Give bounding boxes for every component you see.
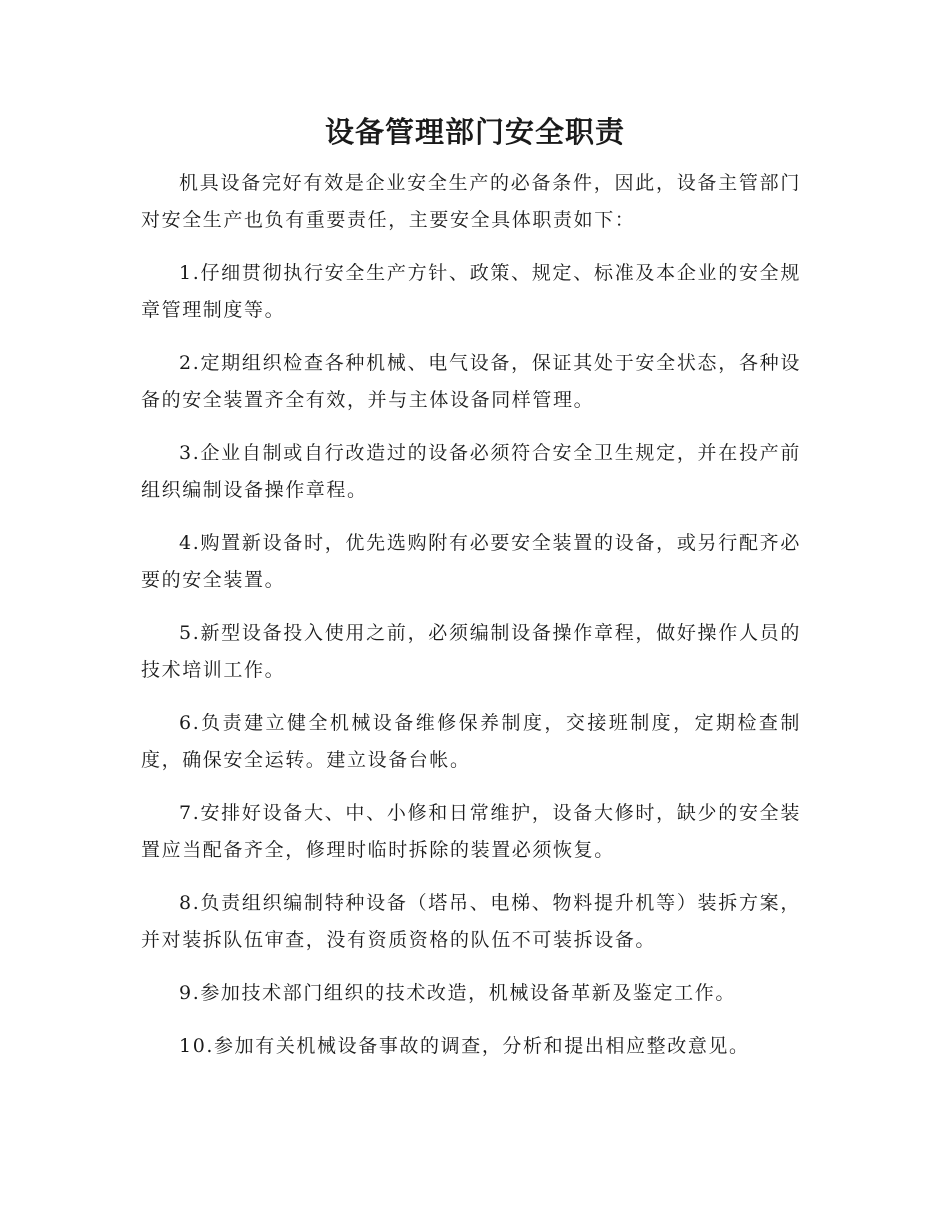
duty-item-7: 7.安排好设备大、中、小修和日常维护，设备大修时，缺少的安全装置应当配备齐全，修理时临时拆除的装置必须恢复。 <box>141 802 801 861</box>
page-title: 设备管理部门安全职责 <box>324 115 625 149</box>
intro-paragraph: 机具设备完好有效是企业安全生产的必备条件，因此，设备主管部门对安全生产也负有重要责任，主要安全具体职责如下： <box>141 172 801 231</box>
duty-item-6: 6.负责建立健全机械设备维修保养制度，交接班制度，定期检查制度，确保安全运转。建立设备台帐。 <box>141 712 801 771</box>
document-body <box>141 165 801 1081</box>
duty-item-3: 3.企业自制或自行改造过的设备必须符合安全卫生规定，并在投产前组织编制设备操作章程。 <box>141 442 801 501</box>
duty-item-10: 10.参加有关机械设备事故的调查，分析和提出相应整改意见。 <box>179 1035 750 1057</box>
duty-item-8: 8.负责组织编制特种设备（塔吊、电梯、物料提升机等）装拆方案，并对装拆队伍审查，没有资质资格的队伍不可装拆设备。 <box>141 892 801 951</box>
duty-item-2: 2.定期组织检查各种机械、电气设备，保证其处于安全状态，各种设备的安全装置齐全有效，并与主体设备同样管理。 <box>141 352 801 411</box>
duty-item-1: 1.仔细贯彻执行安全生产方针、政策、规定、标准及本企业的安全规章管理制度等。 <box>141 262 801 321</box>
duty-item-5: 5.新型设备投入使用之前，必须编制设备操作章程，做好操作人员的技术培训工作。 <box>141 622 801 681</box>
duty-item-4: 4.购置新设备时，优先选购附有必要安全装置的设备，或另行配齐必要的安全装置。 <box>141 532 801 591</box>
duty-item-9: 9.参加技术部门组织的技术改造，机械设备革新及鉴定工作。 <box>179 982 736 1004</box>
